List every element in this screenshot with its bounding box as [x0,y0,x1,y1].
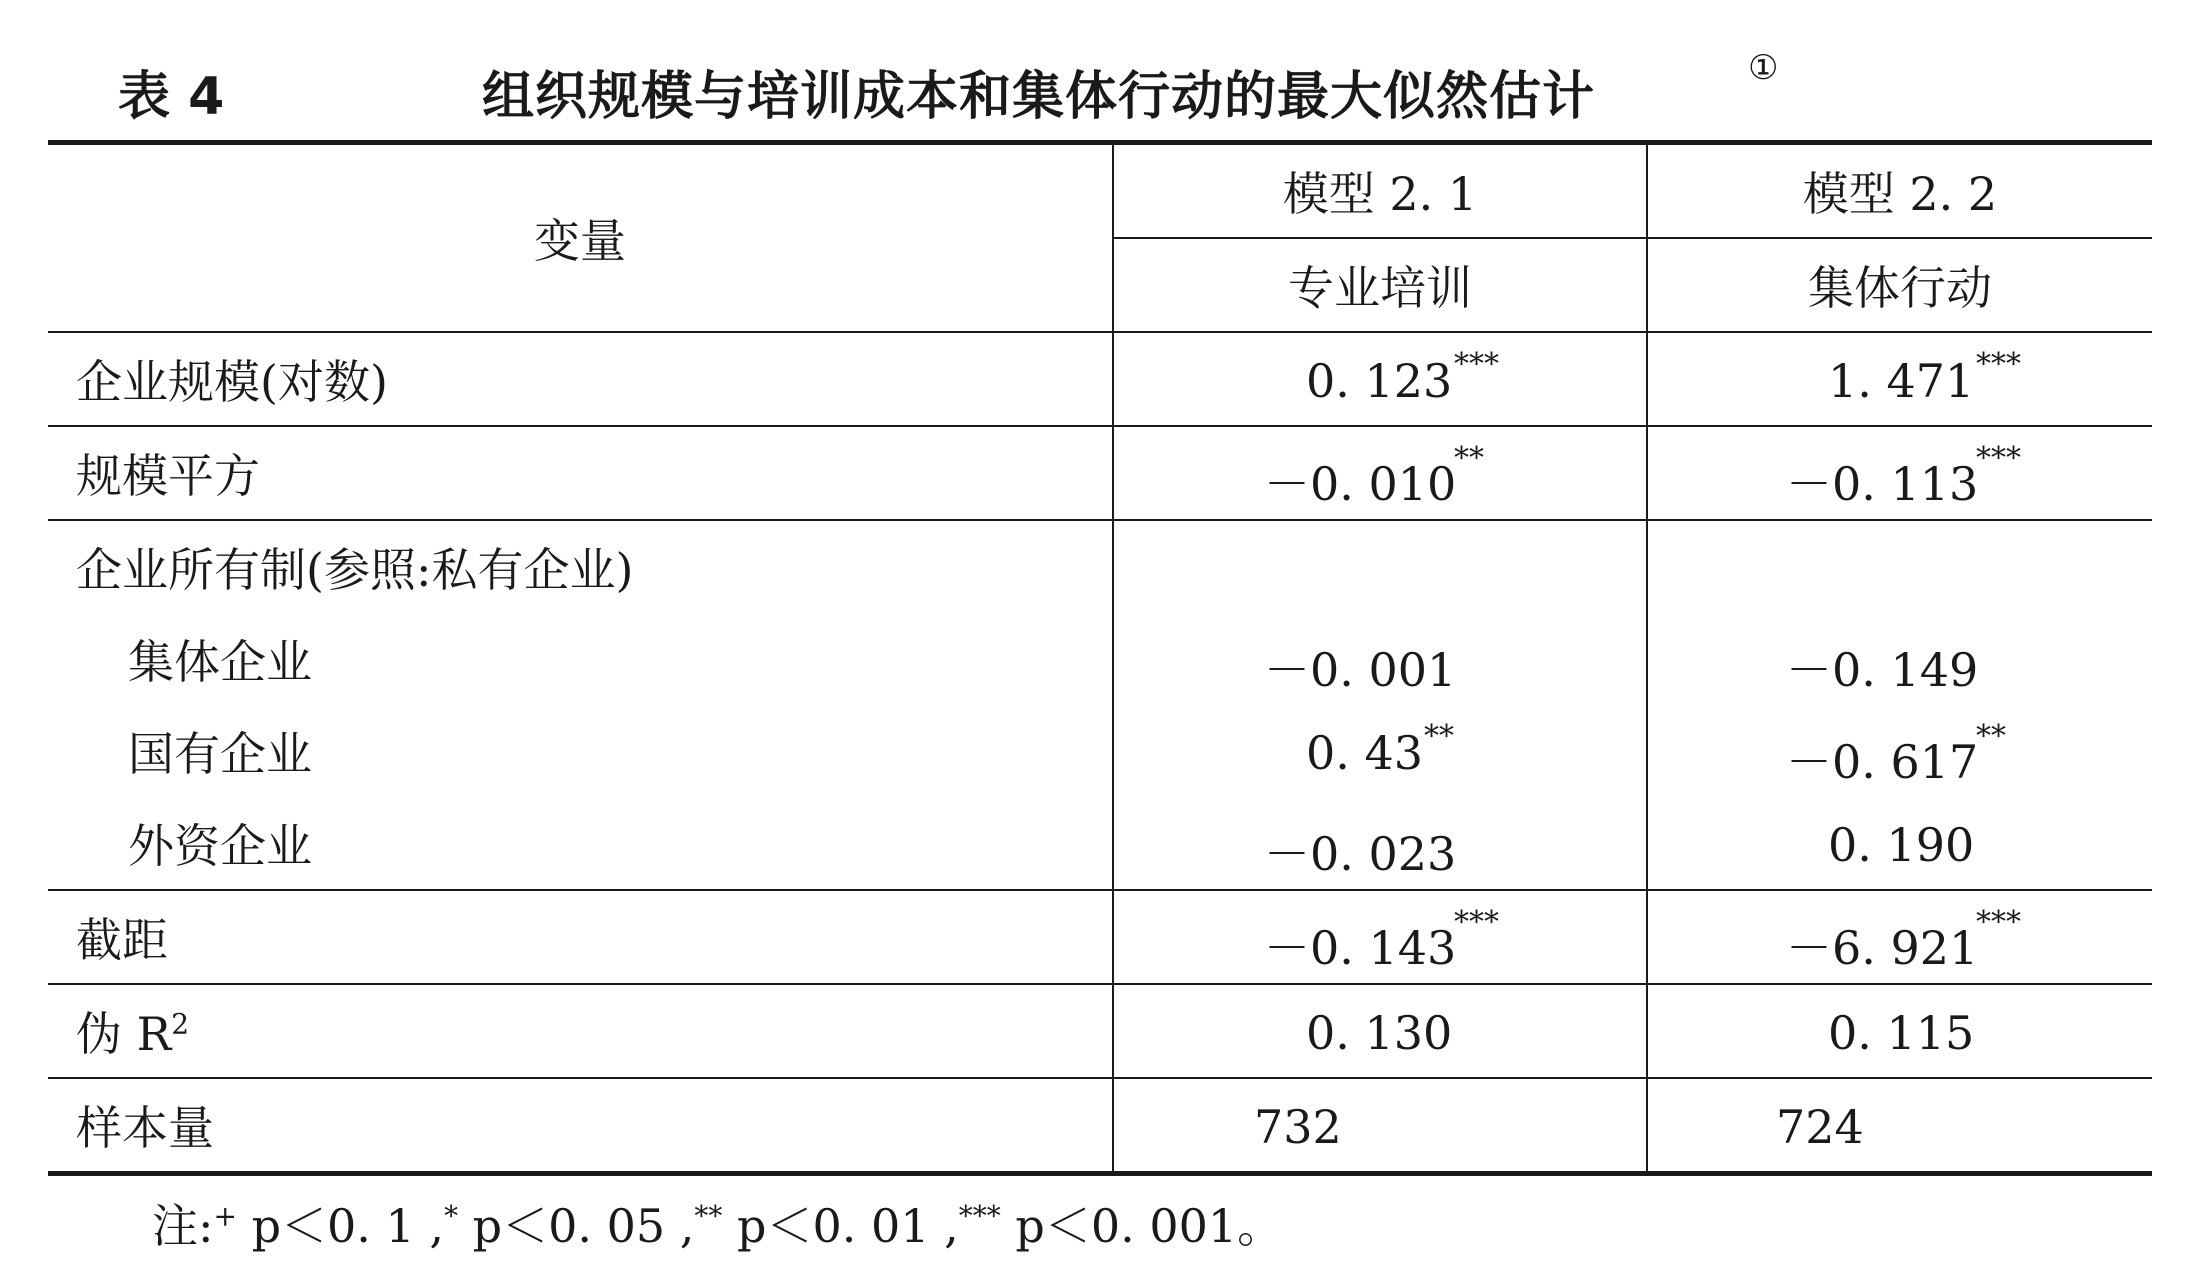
row-label: 截距 [48,890,1113,984]
regression-table [48,140,2152,1176]
table-row [48,613,2152,705]
model1-value: －0. 023 [1113,797,1647,890]
row-label: 集体企业 [128,635,312,689]
table-row [48,1078,2152,1174]
model2-value: 1. 471 *** [1647,332,2152,426]
header-variable: 变量 [48,143,1113,333]
model1-value: 732 [1113,1078,1647,1174]
model1-value: 0. 130 [1113,984,1647,1078]
table-number: 表 4 [118,67,225,127]
header-dependent-collective-action: 集体行动 [1647,238,2152,332]
table-row [48,332,2152,426]
table-row [48,705,2152,797]
table-row [48,984,2152,1078]
row-label: 外资企业 [48,797,1113,890]
model2-value: －0. 149 [1647,613,2152,705]
table-title-row [0,48,2200,128]
table-row [48,520,2152,613]
row-label: 企业所有制(参照:私有企业) [76,543,634,597]
header-model-2-2: 模型 2. 2 [1647,143,2152,239]
model1-value: －0. 001 [1113,613,1647,705]
model2-value: －0. 617 ** [1647,705,2152,797]
table-row [48,797,2152,890]
row-label: 规模平方 [48,426,1113,520]
model1-value: －0. 010 ** [1113,426,1647,520]
row-label: 国有企业 [128,727,312,781]
model2-value: －0. 113 *** [1647,426,2152,520]
model1-value: 0. 43 ** [1113,705,1647,797]
table-row [48,890,2152,984]
table-note: 注:+ p＜0. 1 ,* p＜0. 05 ,** p＜0. 01 ,*** p＜0. 001。 [152,1199,1284,1253]
row-label: 伪 $R^2$ [48,984,1113,1078]
table-row [48,426,2152,520]
footnote-mark: ① [1748,48,1779,88]
header-model-2-1: 模型 2. 1 [1113,143,1647,239]
header-dependent-training: 专业培训 [1113,238,1647,332]
model2-value: 0. 115 [1647,984,2152,1078]
row-label: 企业规模(对数) [48,332,1113,426]
model1-value: 0. 123 *** [1113,332,1647,426]
model2-value: 0. 190 [1647,797,2152,890]
table-title: 组织规模与培训成本和集体行动的最大似然估计 [482,67,1596,127]
model2-value: －6. 921 *** [1647,890,2152,984]
model1-value: －0. 143 *** [1113,890,1647,984]
row-label: 样本量 [48,1078,1113,1174]
model2-value: 724 [1647,1078,2152,1174]
